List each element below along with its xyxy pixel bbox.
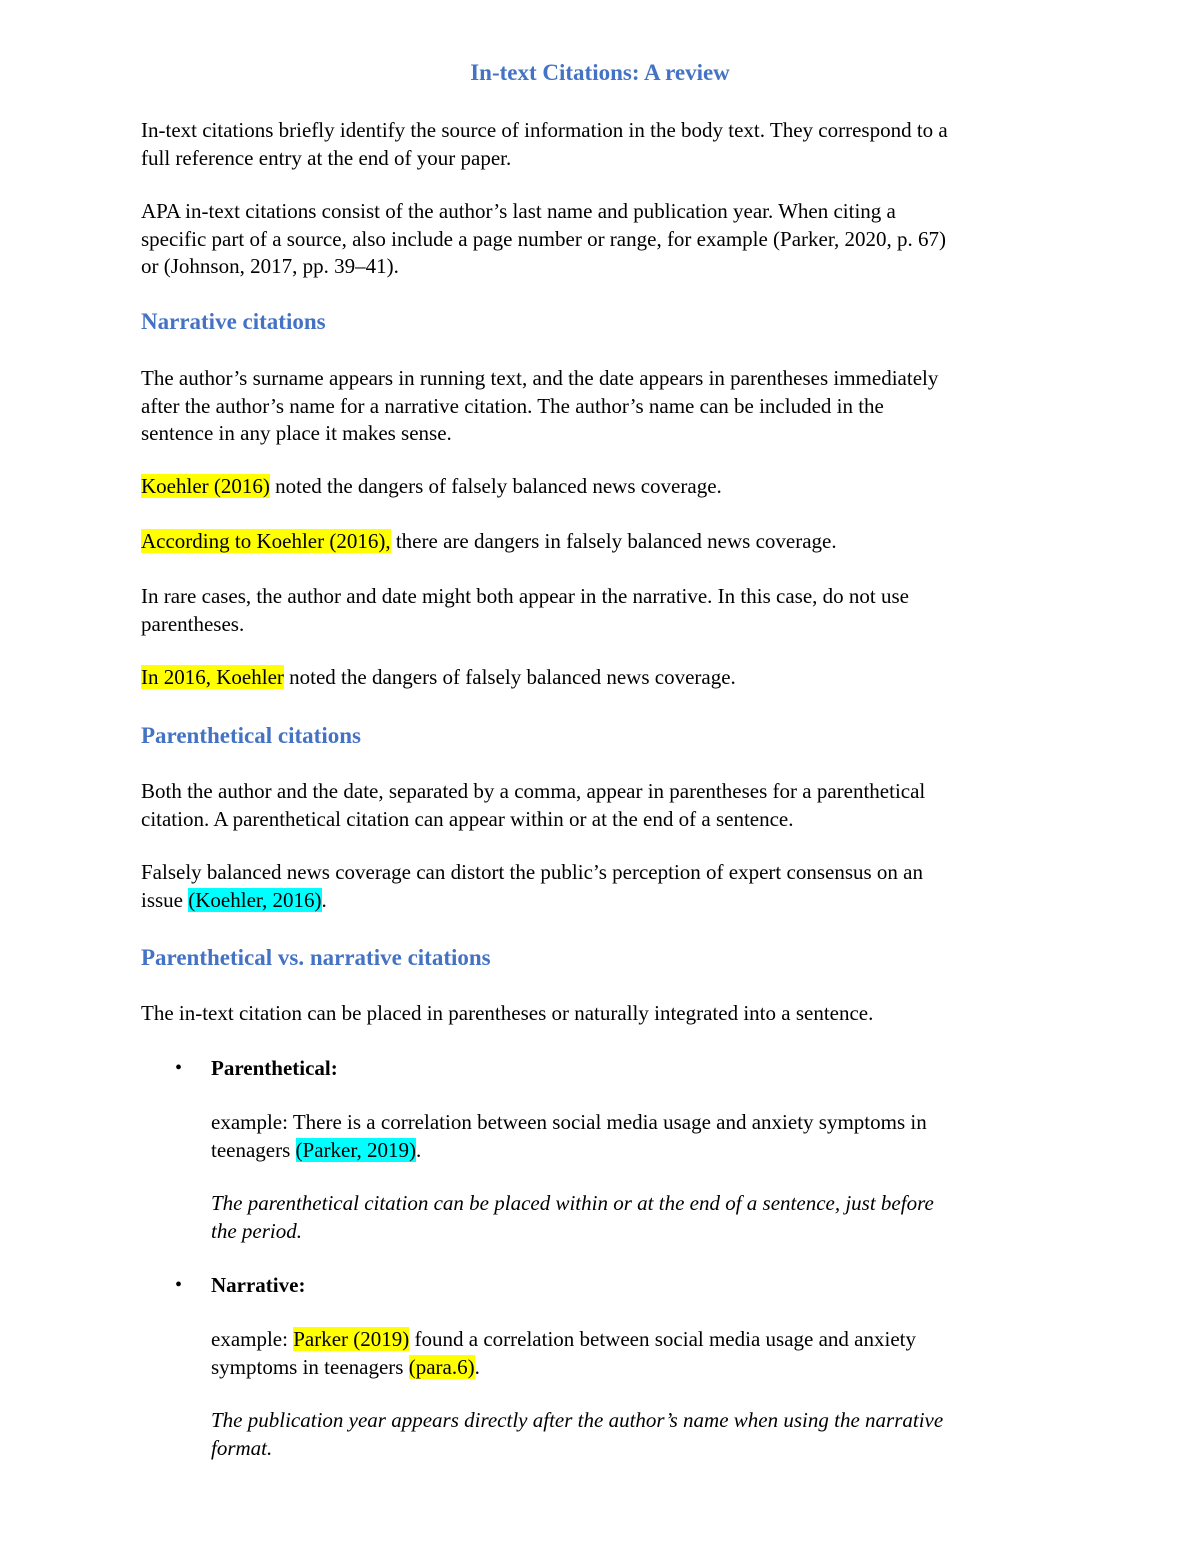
page-title: In-text Citations: A review	[470, 60, 730, 85]
parenthetical-paragraph-1	[141, 778, 925, 833]
narrative-example-block	[211, 1326, 916, 1381]
text-line: APA in-text citations consist of the author’s last name and publication year. When citing a	[141, 199, 896, 223]
parenthetical-note	[211, 1190, 934, 1245]
highlighted-citation: In 2016, Koehler	[141, 665, 284, 689]
narrative-paragraph-2	[141, 583, 909, 638]
text-line: citation. A parenthetical citation can appear within or at the end of a sentence.	[141, 806, 794, 831]
text-line: sentence in any place it makes sense.	[141, 421, 452, 445]
bullet-icon: •	[175, 1274, 183, 1296]
bullet-label-narrative: Narrative:	[211, 1273, 306, 1297]
intro-paragraph-1	[141, 117, 948, 172]
text-line: format.	[211, 1435, 273, 1460]
text-line: there are dangers in falsely balanced news coverage.	[390, 529, 837, 553]
section-heading-parenthetical: Parenthetical citations	[141, 723, 361, 748]
versus-paragraph: The in-text citation can be placed in parentheses or naturally integrated into a sentence.	[141, 1001, 874, 1025]
text-line: specific part of a source, also include a page number or range, for example (Parker, 2020, p. 67)	[141, 226, 947, 251]
text-line: noted the dangers of falsely balanced news coverage.	[269, 474, 722, 498]
parenthetical-example	[141, 859, 923, 914]
text-line: or (Johnson, 2017, pp. 39–41).	[141, 254, 399, 278]
bullet-icon: •	[175, 1057, 183, 1079]
text-line: example: There is a correlation between social media usage and anxiety symptoms in	[211, 1110, 927, 1134]
text-line: issue	[141, 887, 189, 912]
text-line: .	[321, 887, 327, 912]
narrative-example-1	[141, 473, 722, 501]
highlighted-citation: (Koehler, 2016)	[188, 887, 322, 912]
text-line: found a correlation between social media usage and anxiety	[409, 1327, 916, 1351]
narrative-example-3	[141, 664, 736, 692]
bullet-label-parenthetical: Parenthetical:	[211, 1056, 338, 1080]
text-line: The author’s surname appears in running text, and the date appears in parentheses immediately	[141, 366, 939, 390]
text-line: The publication year appears directly after the author’s name when using the narrative	[211, 1408, 944, 1432]
narrative-example-2	[141, 528, 837, 556]
parenthetical-example-block	[211, 1109, 927, 1164]
text-line: teenagers	[211, 1137, 296, 1162]
section-heading-narrative: Narrative citations	[141, 309, 326, 334]
highlighted-citation: Koehler (2016)	[141, 474, 270, 498]
section-heading-versus: Parenthetical vs. narrative citations	[141, 945, 491, 970]
text-line: In rare cases, the author and date might both appear in the narrative. In this case, do not use	[141, 584, 909, 608]
text-line: Falsely balanced news coverage can distort the public’s perception of expert consensus on an	[141, 860, 923, 884]
text-line: .	[474, 1354, 480, 1379]
text-line: .	[416, 1137, 422, 1162]
intro-paragraph-2	[141, 198, 946, 281]
text-line: The parenthetical citation can be placed within or at the end of a sentence, just before	[211, 1191, 934, 1215]
text-line: Both the author and the date, separated by a comma, appear in parentheses for a parenthetical	[141, 779, 926, 803]
text-line: symptoms in teenagers	[211, 1354, 409, 1379]
text-line: full reference entry at the end of your paper.	[141, 145, 512, 170]
narrative-paragraph-1	[141, 365, 938, 448]
text-line: example:	[211, 1327, 294, 1351]
text-line: noted the dangers of falsely balanced news coverage.	[283, 665, 736, 689]
highlighted-citation: Parker (2019)	[293, 1327, 410, 1351]
text-line: after the author’s name for a narrative citation. The author’s name can be included in the	[141, 393, 884, 418]
highlighted-citation: (Parker, 2019)	[295, 1137, 416, 1162]
narrative-note	[211, 1407, 943, 1462]
text-line: In-text citations briefly identify the source of information in the body text. They correspond to a	[141, 118, 948, 142]
text-line: parentheses.	[141, 611, 245, 636]
highlighted-citation: According to Koehler (2016),	[141, 529, 391, 553]
highlighted-citation: (para.6)	[408, 1354, 475, 1379]
text-line: the period.	[211, 1218, 302, 1243]
